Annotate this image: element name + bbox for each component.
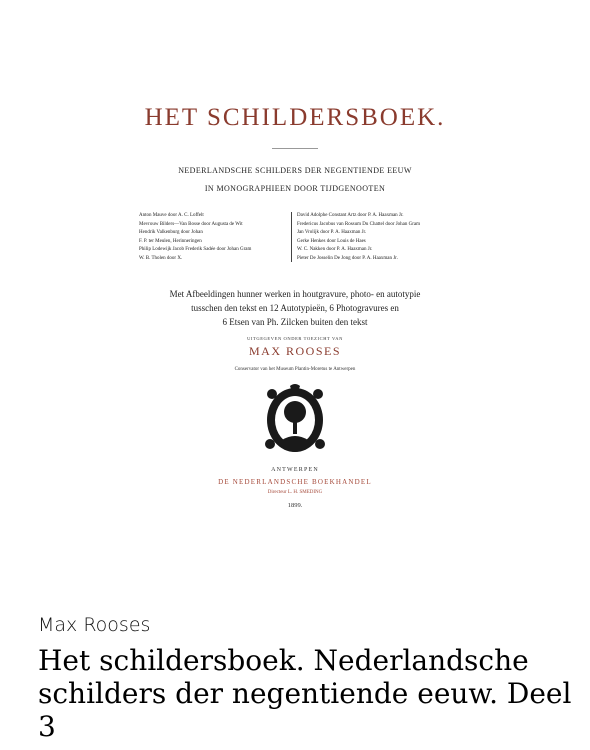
- contents-entry: Anton Mauve door A. C. Loffelt: [139, 213, 204, 218]
- cover-subtitle-line-1: NEDERLANDSCHE SCHILDERS DER NEGENTIENDE EEUW: [178, 166, 412, 175]
- contents-entry: Gerke Henkes door Louis de Haes: [297, 238, 366, 244]
- contents-entry: Jan Vrolijk door P. A. Haaxman Jr.: [297, 230, 367, 235]
- title-divider: [272, 148, 318, 149]
- publisher-name: DE NEDERLANDSCHE BOEKHANDEL: [218, 478, 372, 486]
- contents-entry: Fredericus Jacobus van Rossum Du Chattel door Johan Gram: [297, 221, 421, 227]
- publisher-director: Directeur L. H. SMEDING: [267, 490, 323, 495]
- contents-entry: Philip Lodewijk Jacob Frederik Sadée door Johan Gram: [139, 247, 252, 252]
- contents-entry: W. B. Tholen door X.: [139, 255, 183, 261]
- book-title: Het schildersboek. Nederlandsche schilders der negentiende eeuw. Deel 3: [38, 644, 572, 743]
- editor-name: MAX ROOSES: [248, 344, 341, 358]
- book-author: Max Rooses: [38, 614, 151, 636]
- contents-left-column: [139, 212, 287, 263]
- cover-description: [0, 287, 590, 329]
- contents-entry: David Adolphe Constant Artz door P. A. Haaxman Jr.: [297, 213, 404, 218]
- editor-label: UITGEGEVEN ONDER TOEZICHT VAN: [247, 336, 343, 341]
- contents-entry: Mevrouw Bilders—Van Bosse door Augusta de Wit: [139, 221, 243, 227]
- description-line: Met Afbeeldingen hunner werken in houtgravure, photo- en autotypie: [169, 289, 421, 299]
- contents-entry: Pieter De Josselin De Jong door P. A. Haaxman Jr.: [297, 255, 398, 261]
- publisher-city: ANTWERPEN: [271, 467, 319, 473]
- cover-title: HET SCHILDERSBOEK.: [144, 104, 446, 131]
- printers-mark-icon: [262, 382, 328, 456]
- contents-right-column: [297, 212, 459, 263]
- contents-entry: F. P. ter Meulen, Herinneringen: [139, 238, 202, 244]
- contents-entry: W. C. Nakken door P. A. Haaxman Jr.: [297, 247, 373, 252]
- description-line: 6 Etsen van Ph. Zilcken buiten den tekst: [222, 317, 368, 327]
- contents-entry: Hendrik Valkenburg door Johan: [139, 230, 203, 235]
- editor-role: Conservator van het Museum Plantin-Moretus te Antwerpen: [234, 367, 356, 372]
- publication-year: 1899.: [287, 502, 303, 509]
- contents-divider: [291, 212, 292, 262]
- description-line: tusschen den tekst en 12 Autotypieën, 6 Photogravures en: [191, 303, 399, 313]
- cover-subtitle-line-2: IN MONOGRAPHIEEN DOOR TIJDGENOOTEN: [204, 184, 386, 193]
